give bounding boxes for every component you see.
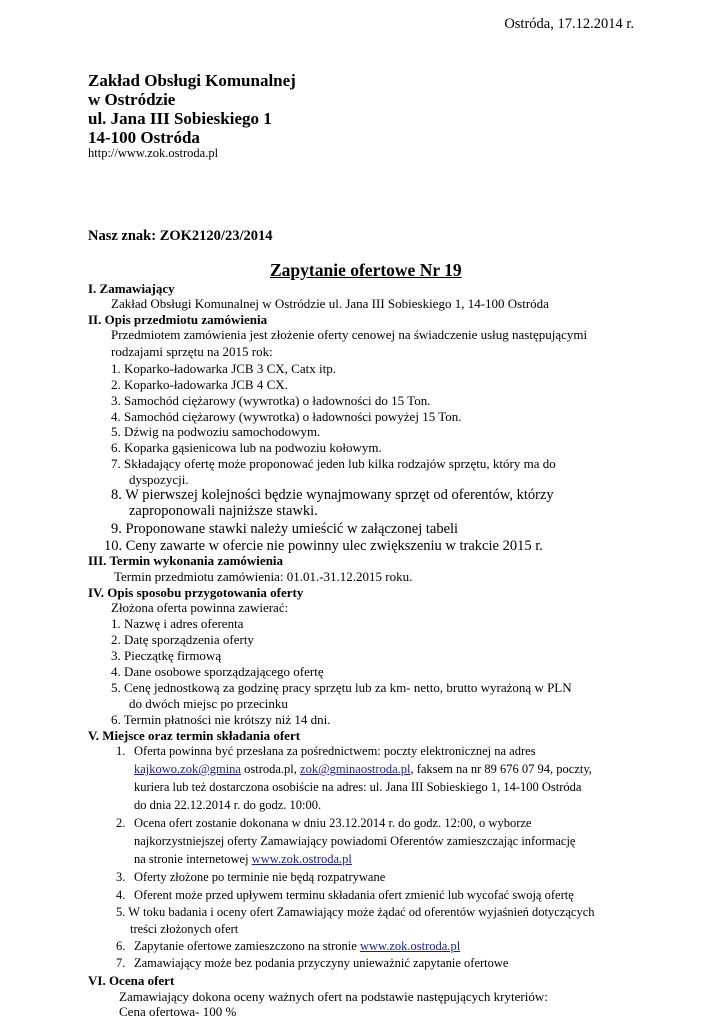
list-item: 2. Datę sporządzenia oferty bbox=[111, 632, 254, 647]
list-item: 1. Nazwę i adres oferenta bbox=[111, 616, 244, 631]
email-link-1[interactable]: kajkowo.zok@gmina bbox=[134, 762, 241, 776]
website-prefix: Zapytanie ofertowe zamieszczono na stronie bbox=[134, 939, 360, 953]
section-3-heading: III. Termin wykonania zamówienia bbox=[88, 553, 284, 568]
list-item-cont: zaproponowali najniższe stawki. bbox=[129, 503, 318, 519]
list-item: Zamawiający może bez podania przyczyny unieważnić zapytanie ofertowe bbox=[134, 956, 509, 970]
list-item: 10. Ceny zawarte w ofercie nie powinny ulec zwiększeniu w trakcie 2015 r. bbox=[104, 538, 543, 554]
list-item: Oferta powinna być przesłana za pośrednictwem: poczty elektronicznej na adres bbox=[134, 744, 536, 758]
section-5-heading: V. Miejsce oraz termin składania ofert bbox=[88, 728, 301, 743]
section-6-text: Zamawiający dokona oceny ważnych ofert na podstawie następujących kryteriów: bbox=[119, 989, 548, 1004]
list-item-cont: treści złożonych ofert bbox=[130, 922, 239, 936]
list-item: 6. Termin płatności nie krótszy niż 14 dni. bbox=[111, 712, 331, 727]
list-item: 3. Pieczątkę firmową bbox=[111, 648, 222, 663]
list-item: 5. Cenę jednostkową za godzinę pracy sprzętu lub za km- netto, brutto wyrażoną w PLN bbox=[111, 680, 572, 695]
list-item-cont bbox=[134, 762, 592, 777]
list-item: 3. Samochód ciężarowy (wywrotka) o ładowności do 15 Ton. bbox=[111, 393, 431, 408]
section-6-heading: VI. Ocena ofert bbox=[88, 973, 175, 988]
org-postcode: 14-100 Ostróda bbox=[88, 128, 200, 147]
section-6-criterion: Cena ofertowa- 100 % bbox=[119, 1004, 237, 1019]
section-2-intro-cont: rodzajami sprzętu na 2015 rok: bbox=[111, 344, 273, 359]
website-link[interactable]: www.zok.ostroda.pl bbox=[359, 939, 461, 953]
section-1-heading: I. Zamawiający bbox=[88, 281, 175, 296]
org-url[interactable]: http://www.zok.ostroda.pl bbox=[88, 146, 219, 160]
section-4-heading: IV. Opis sposobu przygotowania oferty bbox=[88, 585, 304, 600]
list-item: 4. Samochód ciężarowy (wywrotka) o ładowności powyżej 15 Ton. bbox=[111, 409, 462, 424]
list-item: 1. Koparko-ładowarka JCB 3 CX, Catx itp. bbox=[111, 361, 336, 376]
list-item: 8. W pierwszej kolejności będzie wynajmowany sprzęt od oferentów, którzy bbox=[111, 487, 554, 503]
section-2-intro: Przedmiotem zamówienia jest złożenie oferty cenowej na świadczenie usług następującymi bbox=[111, 327, 588, 342]
list-item-cont: do dwóch miejsc po przecinku bbox=[129, 696, 288, 711]
list-item: 4. Dane osobowe sporządzającego ofertę bbox=[111, 664, 324, 679]
list-item-cont bbox=[134, 852, 352, 867]
list-item-cont: dyspozycji. bbox=[129, 472, 189, 487]
list-item: 7. Składający ofertę może proponować jeden lub kilka rodzajów sprzętu, który ma do bbox=[111, 456, 556, 471]
email-separator: ostroda.pl, bbox=[240, 762, 301, 776]
list-number: 3. bbox=[116, 870, 126, 884]
document-title: Zapytanie ofertowe Nr 19 bbox=[270, 260, 462, 280]
website-link[interactable]: www.zok.ostroda.pl bbox=[251, 852, 352, 866]
list-item-cont: kuriera lub też dostarczona osobiście na adres: ul. Jana III Sobieskiego 1, 14-100 Ostróda bbox=[134, 780, 582, 794]
org-name: Zakład Obsługi Komunalnej bbox=[88, 71, 296, 90]
website-prefix: na stronie internetowej bbox=[134, 852, 252, 866]
list-number: 6. bbox=[116, 939, 126, 953]
list-item: Ocena ofert zostanie dokonana w dniu 23.12.2014 r. do godz. 12:00, o wyborze bbox=[134, 816, 532, 830]
list-item: 6. Koparka gąsienicowa lub na podwoziu kołowym. bbox=[111, 440, 382, 455]
list-number: 7. bbox=[116, 956, 126, 970]
email-link-2[interactable]: zok@gminaostroda.pl bbox=[300, 762, 411, 776]
list-item bbox=[134, 939, 460, 954]
list-number: 2. bbox=[116, 816, 126, 830]
list-item-cont: najkorzystniejszej oferty Zamawiający powiadomi Oferentów zamieszczając informację bbox=[134, 834, 576, 848]
list-item-cont: do dnia 22.12.2014 r. do godz. 10:00. bbox=[134, 798, 322, 812]
section-2-heading: II. Opis przedmiotu zamówienia bbox=[88, 312, 268, 327]
section-4-intro: Złożona oferta powinna zawierać: bbox=[111, 600, 289, 615]
section-1-text: Zakład Obsługi Komunalnej w Ostródzie ul. Jana III Sobieskiego 1, 14-100 Ostróda bbox=[111, 296, 549, 311]
list-number: 1. bbox=[116, 744, 126, 758]
place-date: Ostróda, 17.12.2014 r. bbox=[504, 16, 634, 32]
list-item: 5. W toku badania i oceny ofert Zamawiający może żądać od oferentów wyjaśnień dotyczących bbox=[116, 905, 595, 919]
section-3-text: Termin przedmiotu zamówienia: 01.01.-31.12.2015 roku. bbox=[114, 569, 413, 584]
list-number: 4. bbox=[116, 888, 126, 902]
reference-number: Nasz znak: ZOK2120/23/2014 bbox=[88, 228, 273, 244]
list-item: 2. Koparko-ładowarka JCB 4 CX. bbox=[111, 377, 288, 392]
fax-text: , faksem na nr 89 676 07 94, poczty, bbox=[410, 762, 592, 776]
list-item: 5. Dźwig na podwoziu samochodowym. bbox=[111, 424, 321, 439]
org-street: ul. Jana III Sobieskiego 1 bbox=[88, 109, 272, 128]
list-item: Oferty złożone po terminie nie będą rozpatrywane bbox=[134, 870, 386, 884]
org-city: w Ostródzie bbox=[88, 90, 176, 109]
list-item: Oferent może przed upływem terminu składania ofert zmienić lub wycofać swoją ofertę bbox=[134, 888, 574, 902]
list-item: 9. Proponowane stawki należy umieścić w załączonej tabeli bbox=[111, 521, 459, 537]
